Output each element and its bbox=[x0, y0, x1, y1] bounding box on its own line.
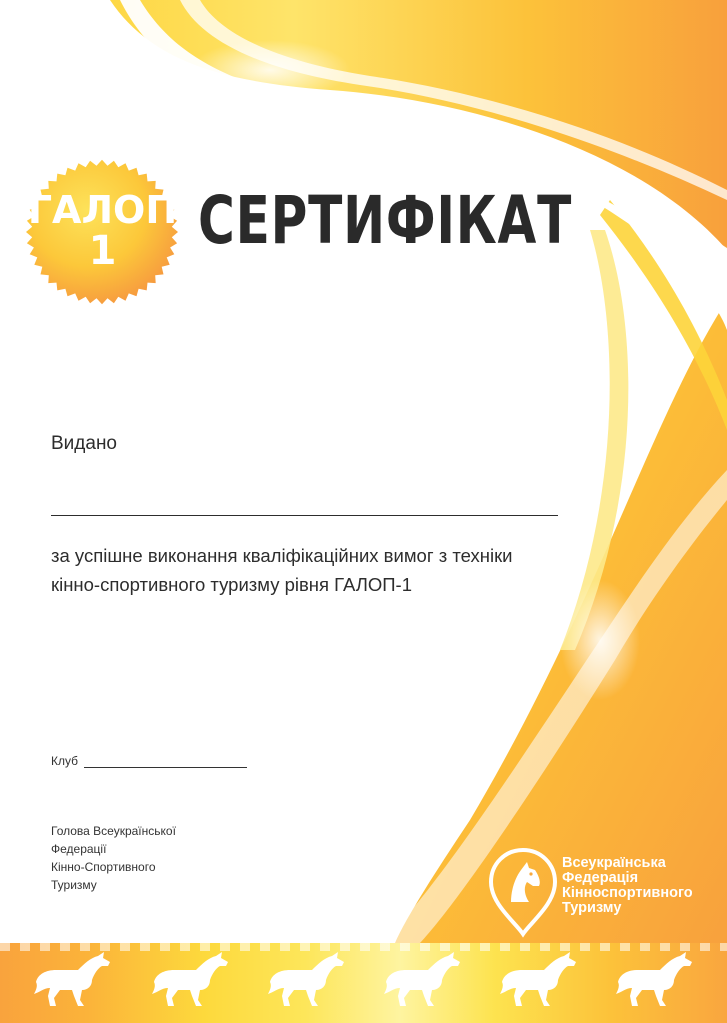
federation-logo bbox=[487, 846, 717, 938]
logo-text-line: Туризму bbox=[562, 900, 622, 916]
signatory-line: Федерації bbox=[51, 842, 107, 856]
badge-label: ГАЛОП bbox=[27, 188, 178, 232]
club-field bbox=[51, 754, 247, 768]
running-horse-icon bbox=[382, 952, 464, 1008]
signatory-line: Голова Всеукраїнської bbox=[51, 824, 176, 838]
certificate-title: СЕРТИФІКАТ bbox=[198, 182, 573, 259]
certificate-description bbox=[51, 541, 591, 599]
logo-text-line: Федерація bbox=[562, 870, 639, 886]
signatory-line: Туризму bbox=[51, 878, 97, 892]
logo-text-line: Всеукраїнська bbox=[562, 855, 666, 871]
signatory-line: Кінно-Спортивного bbox=[51, 860, 156, 874]
horse-head-pin-icon bbox=[487, 846, 559, 938]
running-horse-icon bbox=[150, 952, 232, 1008]
issued-label: Видано bbox=[51, 433, 117, 454]
club-line bbox=[84, 767, 247, 768]
description-line: за успішне виконання кваліфікаційних вимог з техніки bbox=[51, 545, 513, 566]
running-horse-icon bbox=[498, 952, 580, 1008]
recipient-name-line bbox=[51, 515, 558, 516]
club-label: Клуб bbox=[51, 754, 78, 768]
running-horse-icon bbox=[266, 952, 348, 1008]
badge-level-number: 1 bbox=[88, 228, 117, 274]
level-badge bbox=[20, 155, 185, 310]
logo-text-line: Кінноспортивного bbox=[562, 885, 693, 901]
running-horse-icon bbox=[614, 952, 696, 1008]
description-line: кінно-спортивного туризму рівня ГАЛОП-1 bbox=[51, 574, 412, 595]
running-horse-icon bbox=[32, 952, 114, 1008]
signatory-block bbox=[51, 822, 176, 894]
